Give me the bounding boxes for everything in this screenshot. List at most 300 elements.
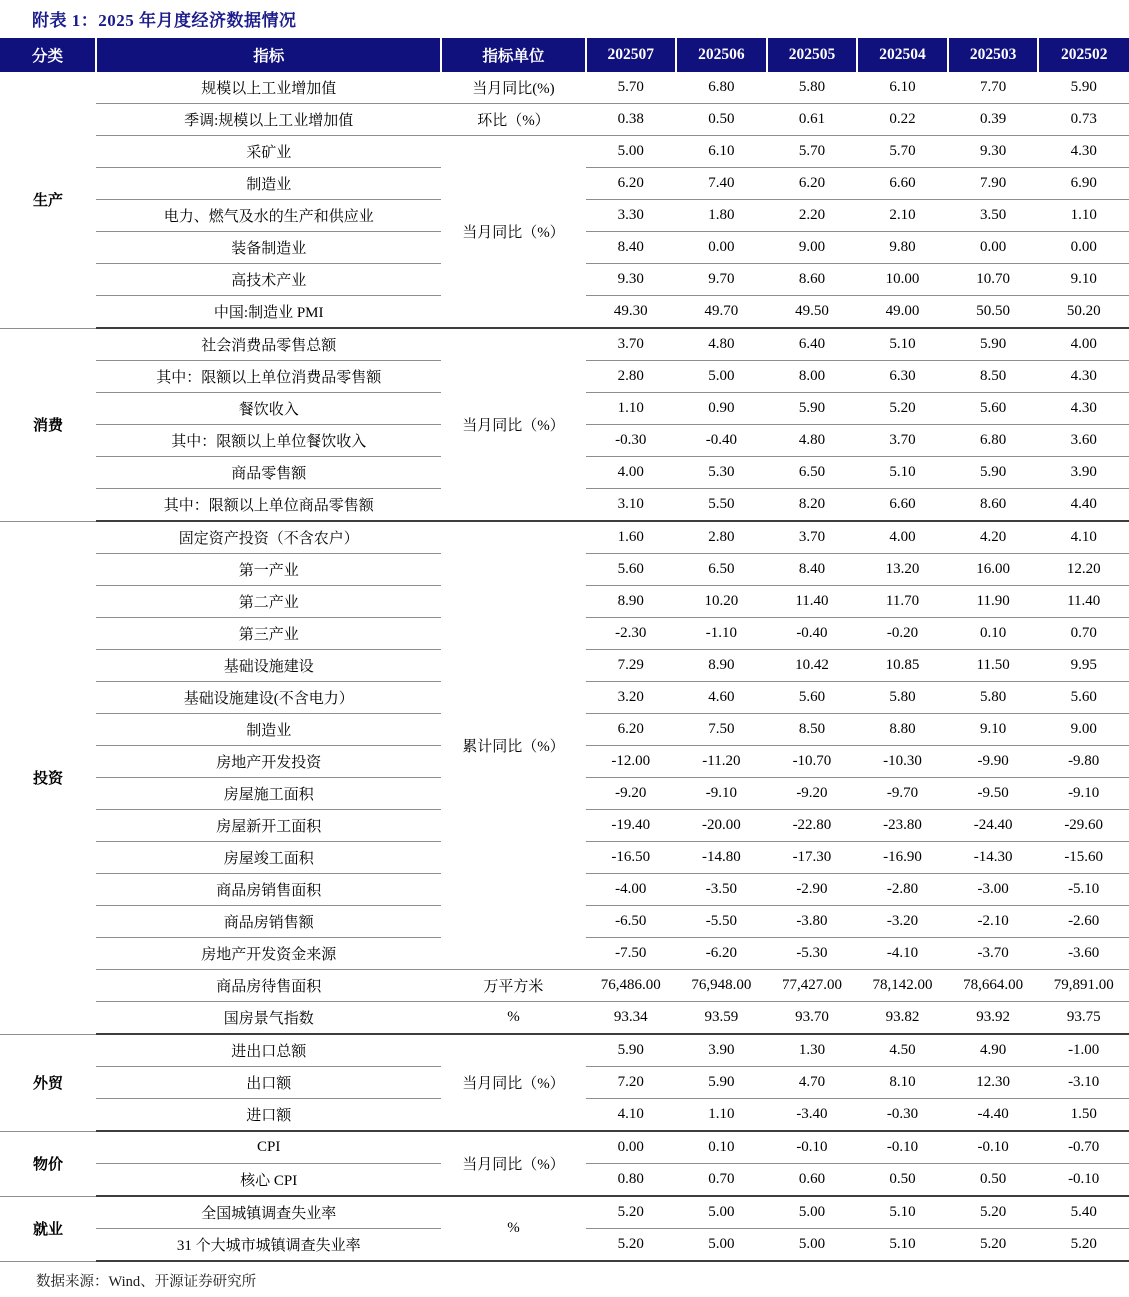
- value-cell-202502: 5.60: [1038, 682, 1129, 714]
- value-cell-202502: -5.10: [1038, 874, 1129, 906]
- unit-cell: %: [441, 1002, 585, 1035]
- indicator-cell: 房屋竣工面积: [96, 842, 441, 874]
- value-cell-202506: -3.50: [676, 874, 767, 906]
- value-cell-202503: 8.60: [948, 489, 1039, 522]
- value-cell-202504: -10.30: [857, 746, 948, 778]
- value-cell-202505: 5.00: [767, 1196, 858, 1229]
- value-cell-202506: 2.80: [676, 521, 767, 554]
- indicator-cell: 采矿业: [96, 136, 441, 168]
- value-cell-202503: 10.70: [948, 264, 1039, 296]
- value-cell-202503: 3.50: [948, 200, 1039, 232]
- value-cell-202503: 9.10: [948, 714, 1039, 746]
- value-cell-202506: -6.20: [676, 938, 767, 970]
- value-cell-202505: 6.40: [767, 328, 858, 361]
- table-header: [0, 38, 1129, 72]
- value-cell-202503: -9.90: [948, 746, 1039, 778]
- indicator-cell: 规模以上工业增加值: [96, 72, 441, 104]
- table-row: [0, 521, 1129, 554]
- unit-cell: %: [441, 1196, 585, 1261]
- unit-cell: 环比（%）: [441, 104, 585, 136]
- value-cell-202502: 5.20: [1038, 1229, 1129, 1262]
- value-cell-202506: -1.10: [676, 618, 767, 650]
- value-cell-202503: 0.50: [948, 1164, 1039, 1197]
- value-cell-202505: 8.50: [767, 714, 858, 746]
- value-cell-202505: 49.50: [767, 296, 858, 329]
- value-cell-202502: 50.20: [1038, 296, 1129, 329]
- category-cell-就业: 就业: [0, 1196, 96, 1261]
- value-cell-202506: 4.80: [676, 328, 767, 361]
- unit-cell: 当月同比（%）: [441, 1034, 585, 1131]
- indicator-cell: 房屋新开工面积: [96, 810, 441, 842]
- value-cell-202505: 0.60: [767, 1164, 858, 1197]
- value-cell-202507: 5.20: [586, 1229, 677, 1262]
- column-header-category: 分类: [0, 38, 96, 72]
- value-cell-202506: 3.90: [676, 1034, 767, 1067]
- value-cell-202503: 93.92: [948, 1002, 1039, 1035]
- column-header-indicator: 指标: [96, 38, 441, 72]
- value-cell-202507: -7.50: [586, 938, 677, 970]
- table-body: [0, 72, 1129, 1261]
- value-cell-202506: 5.00: [676, 1229, 767, 1262]
- indicator-cell: 第三产业: [96, 618, 441, 650]
- value-cell-202503: 5.90: [948, 328, 1039, 361]
- table-row: [0, 104, 1129, 136]
- indicator-cell: 第一产业: [96, 554, 441, 586]
- value-cell-202507: -2.30: [586, 618, 677, 650]
- value-cell-202505: -5.30: [767, 938, 858, 970]
- value-cell-202504: 5.10: [857, 328, 948, 361]
- value-cell-202505: 5.80: [767, 72, 858, 104]
- value-cell-202503: 5.20: [948, 1229, 1039, 1262]
- value-cell-202503: 6.80: [948, 425, 1039, 457]
- value-cell-202503: 0.10: [948, 618, 1039, 650]
- indicator-cell: 进出口总额: [96, 1034, 441, 1067]
- value-cell-202505: -0.40: [767, 618, 858, 650]
- value-cell-202506: 5.00: [676, 1196, 767, 1229]
- value-cell-202504: -23.80: [857, 810, 948, 842]
- value-cell-202506: 76,948.00: [676, 970, 767, 1002]
- value-cell-202507: -4.00: [586, 874, 677, 906]
- indicator-cell: 季调:规模以上工业增加值: [96, 104, 441, 136]
- value-cell-202503: 9.30: [948, 136, 1039, 168]
- indicator-cell: 固定资产投资（不含农户）: [96, 521, 441, 554]
- value-cell-202502: 3.90: [1038, 457, 1129, 489]
- value-cell-202507: 93.34: [586, 1002, 677, 1035]
- table-row: [0, 136, 1129, 168]
- indicator-cell: 商品房销售额: [96, 906, 441, 938]
- category-cell-外贸: 外贸: [0, 1034, 96, 1131]
- value-cell-202502: -29.60: [1038, 810, 1129, 842]
- value-cell-202503: 4.90: [948, 1034, 1039, 1067]
- value-cell-202505: 93.70: [767, 1002, 858, 1035]
- value-cell-202504: -0.10: [857, 1131, 948, 1164]
- value-cell-202506: 0.00: [676, 232, 767, 264]
- value-cell-202505: 8.00: [767, 361, 858, 393]
- value-cell-202505: -0.10: [767, 1131, 858, 1164]
- value-cell-202505: -22.80: [767, 810, 858, 842]
- value-cell-202503: 0.39: [948, 104, 1039, 136]
- value-cell-202502: 6.90: [1038, 168, 1129, 200]
- value-cell-202507: 1.60: [586, 521, 677, 554]
- value-cell-202505: 11.40: [767, 586, 858, 618]
- indicator-cell: 社会消费品零售总额: [96, 328, 441, 361]
- value-cell-202502: 4.30: [1038, 136, 1129, 168]
- value-cell-202502: 79,891.00: [1038, 970, 1129, 1002]
- value-cell-202502: -3.60: [1038, 938, 1129, 970]
- value-cell-202507: 1.10: [586, 393, 677, 425]
- value-cell-202503: 16.00: [948, 554, 1039, 586]
- value-cell-202504: -3.20: [857, 906, 948, 938]
- value-cell-202502: 1.50: [1038, 1099, 1129, 1132]
- value-cell-202507: 7.20: [586, 1067, 677, 1099]
- economic-data-table: [0, 38, 1129, 1262]
- value-cell-202502: -1.00: [1038, 1034, 1129, 1067]
- indicator-cell: 装备制造业: [96, 232, 441, 264]
- value-cell-202504: 9.80: [857, 232, 948, 264]
- value-cell-202507: -19.40: [586, 810, 677, 842]
- value-cell-202506: -0.40: [676, 425, 767, 457]
- unit-cell: 万平方米: [441, 970, 585, 1002]
- value-cell-202507: 6.20: [586, 714, 677, 746]
- value-cell-202504: -16.90: [857, 842, 948, 874]
- value-cell-202504: 10.00: [857, 264, 948, 296]
- value-cell-202507: -9.20: [586, 778, 677, 810]
- unit-cell: 累计同比（%）: [441, 521, 585, 970]
- value-cell-202505: 8.40: [767, 554, 858, 586]
- value-cell-202507: 5.60: [586, 554, 677, 586]
- value-cell-202503: 5.90: [948, 457, 1039, 489]
- value-cell-202505: 8.20: [767, 489, 858, 522]
- table-row: [0, 328, 1129, 361]
- value-cell-202503: 5.60: [948, 393, 1039, 425]
- value-cell-202506: 6.10: [676, 136, 767, 168]
- value-cell-202507: 49.30: [586, 296, 677, 329]
- value-cell-202504: -4.10: [857, 938, 948, 970]
- value-cell-202505: 5.00: [767, 1229, 858, 1262]
- value-cell-202504: 3.70: [857, 425, 948, 457]
- value-cell-202505: -9.20: [767, 778, 858, 810]
- value-cell-202502: 1.10: [1038, 200, 1129, 232]
- value-cell-202507: -6.50: [586, 906, 677, 938]
- value-cell-202506: 10.20: [676, 586, 767, 618]
- indicator-cell: 电力、燃气及水的生产和供应业: [96, 200, 441, 232]
- value-cell-202502: 5.40: [1038, 1196, 1129, 1229]
- indicator-cell: 出口额: [96, 1067, 441, 1099]
- value-cell-202502: -2.60: [1038, 906, 1129, 938]
- value-cell-202505: -17.30: [767, 842, 858, 874]
- value-cell-202503: 11.90: [948, 586, 1039, 618]
- indicator-cell: 基础设施建设(不含电力）: [96, 682, 441, 714]
- value-cell-202504: 8.80: [857, 714, 948, 746]
- value-cell-202507: 8.40: [586, 232, 677, 264]
- column-header-period-202507: 202507: [586, 38, 677, 72]
- table-row: [0, 1002, 1129, 1035]
- value-cell-202507: 2.80: [586, 361, 677, 393]
- value-cell-202505: 8.60: [767, 264, 858, 296]
- value-cell-202505: 5.60: [767, 682, 858, 714]
- value-cell-202507: -0.30: [586, 425, 677, 457]
- indicator-cell: 进口额: [96, 1099, 441, 1132]
- value-cell-202507: 5.70: [586, 72, 677, 104]
- indicator-cell: 基础设施建设: [96, 650, 441, 682]
- value-cell-202506: 5.90: [676, 1067, 767, 1099]
- value-cell-202504: -9.70: [857, 778, 948, 810]
- value-cell-202505: 4.70: [767, 1067, 858, 1099]
- value-cell-202504: 6.30: [857, 361, 948, 393]
- value-cell-202507: 3.20: [586, 682, 677, 714]
- data-source-note: 数据来源：Wind、开源证券研究所: [36, 1274, 257, 1290]
- value-cell-202503: 5.80: [948, 682, 1039, 714]
- indicator-cell: 其中：限额以上单位餐饮收入: [96, 425, 441, 457]
- unit-cell: 当月同比（%）: [441, 1131, 585, 1196]
- value-cell-202503: -3.70: [948, 938, 1039, 970]
- value-cell-202505: 6.20: [767, 168, 858, 200]
- value-cell-202506: 4.60: [676, 682, 767, 714]
- value-cell-202505: 6.50: [767, 457, 858, 489]
- value-cell-202503: -4.40: [948, 1099, 1039, 1132]
- table-row: [0, 72, 1129, 104]
- column-header-period-202506: 202506: [676, 38, 767, 72]
- value-cell-202507: 3.70: [586, 328, 677, 361]
- table-row: [0, 1034, 1129, 1067]
- column-header-period-202503: 202503: [948, 38, 1039, 72]
- category-cell-物价: 物价: [0, 1131, 96, 1196]
- value-cell-202507: 8.90: [586, 586, 677, 618]
- value-cell-202504: 6.60: [857, 168, 948, 200]
- value-cell-202506: 6.50: [676, 554, 767, 586]
- value-cell-202502: 9.10: [1038, 264, 1129, 296]
- table-row: [0, 970, 1129, 1002]
- value-cell-202503: 78,664.00: [948, 970, 1039, 1002]
- value-cell-202502: -3.10: [1038, 1067, 1129, 1099]
- value-cell-202505: 0.61: [767, 104, 858, 136]
- value-cell-202502: 0.73: [1038, 104, 1129, 136]
- value-cell-202506: 93.59: [676, 1002, 767, 1035]
- value-cell-202502: 5.90: [1038, 72, 1129, 104]
- indicator-cell: 其中：限额以上单位商品零售额: [96, 489, 441, 522]
- value-cell-202505: 3.70: [767, 521, 858, 554]
- value-cell-202503: 8.50: [948, 361, 1039, 393]
- value-cell-202507: -12.00: [586, 746, 677, 778]
- value-cell-202507: 5.90: [586, 1034, 677, 1067]
- indicator-cell: 商品零售额: [96, 457, 441, 489]
- value-cell-202502: -0.10: [1038, 1164, 1129, 1197]
- value-cell-202506: 0.10: [676, 1131, 767, 1164]
- value-cell-202502: 12.20: [1038, 554, 1129, 586]
- value-cell-202502: 4.40: [1038, 489, 1129, 522]
- value-cell-202503: 7.90: [948, 168, 1039, 200]
- indicator-cell: 餐饮收入: [96, 393, 441, 425]
- indicator-cell: 31 个大城市城镇调查失业率: [96, 1229, 441, 1262]
- value-cell-202505: -2.90: [767, 874, 858, 906]
- value-cell-202506: 5.00: [676, 361, 767, 393]
- indicator-cell: CPI: [96, 1131, 441, 1164]
- value-cell-202507: 6.20: [586, 168, 677, 200]
- value-cell-202506: 49.70: [676, 296, 767, 329]
- value-cell-202503: -2.10: [948, 906, 1039, 938]
- value-cell-202504: 5.10: [857, 457, 948, 489]
- value-cell-202502: -9.10: [1038, 778, 1129, 810]
- value-cell-202505: 1.30: [767, 1034, 858, 1067]
- value-cell-202506: -11.20: [676, 746, 767, 778]
- value-cell-202504: 4.00: [857, 521, 948, 554]
- value-cell-202507: 7.29: [586, 650, 677, 682]
- value-cell-202506: -5.50: [676, 906, 767, 938]
- value-cell-202504: 5.10: [857, 1229, 948, 1262]
- value-cell-202507: 4.00: [586, 457, 677, 489]
- value-cell-202504: 0.50: [857, 1164, 948, 1197]
- value-cell-202505: 2.20: [767, 200, 858, 232]
- indicator-cell: 制造业: [96, 714, 441, 746]
- value-cell-202504: -0.20: [857, 618, 948, 650]
- value-cell-202504: -0.30: [857, 1099, 948, 1132]
- value-cell-202507: 76,486.00: [586, 970, 677, 1002]
- value-cell-202502: 4.10: [1038, 521, 1129, 554]
- value-cell-202504: 6.10: [857, 72, 948, 104]
- value-cell-202507: -16.50: [586, 842, 677, 874]
- indicator-cell: 商品房待售面积: [96, 970, 441, 1002]
- value-cell-202503: -14.30: [948, 842, 1039, 874]
- value-cell-202502: 4.30: [1038, 393, 1129, 425]
- table-header-row: [0, 38, 1129, 72]
- value-cell-202505: 9.00: [767, 232, 858, 264]
- value-cell-202505: -10.70: [767, 746, 858, 778]
- value-cell-202502: 4.00: [1038, 328, 1129, 361]
- value-cell-202505: 5.90: [767, 393, 858, 425]
- value-cell-202502: 9.95: [1038, 650, 1129, 682]
- indicator-cell: 核心 CPI: [96, 1164, 441, 1197]
- value-cell-202502: 3.60: [1038, 425, 1129, 457]
- value-cell-202504: 11.70: [857, 586, 948, 618]
- value-cell-202503: -0.10: [948, 1131, 1039, 1164]
- value-cell-202504: 0.22: [857, 104, 948, 136]
- value-cell-202507: 3.30: [586, 200, 677, 232]
- value-cell-202504: 49.00: [857, 296, 948, 329]
- value-cell-202506: 7.50: [676, 714, 767, 746]
- category-cell-投资: 投资: [0, 521, 96, 1034]
- value-cell-202502: 4.30: [1038, 361, 1129, 393]
- value-cell-202507: 0.38: [586, 104, 677, 136]
- value-cell-202502: -15.60: [1038, 842, 1129, 874]
- column-header-period-202504: 202504: [857, 38, 948, 72]
- table-row: [0, 1196, 1129, 1229]
- value-cell-202503: 11.50: [948, 650, 1039, 682]
- column-header-period-202505: 202505: [767, 38, 858, 72]
- value-cell-202502: 0.00: [1038, 232, 1129, 264]
- indicator-cell: 制造业: [96, 168, 441, 200]
- unit-cell: 当月同比（%）: [441, 136, 585, 329]
- value-cell-202507: 0.80: [586, 1164, 677, 1197]
- value-cell-202506: -14.80: [676, 842, 767, 874]
- indicator-cell: 房地产开发资金来源: [96, 938, 441, 970]
- unit-cell: 当月同比(%): [441, 72, 585, 104]
- value-cell-202503: 4.20: [948, 521, 1039, 554]
- value-cell-202504: 10.85: [857, 650, 948, 682]
- column-header-period-202502: 202502: [1038, 38, 1129, 72]
- category-cell-生产: 生产: [0, 72, 96, 328]
- value-cell-202506: 8.90: [676, 650, 767, 682]
- page-title: 附表 1：2025 年月度经济数据情况: [32, 11, 297, 30]
- indicator-cell: 全国城镇调查失业率: [96, 1196, 441, 1229]
- value-cell-202502: 93.75: [1038, 1002, 1129, 1035]
- value-cell-202502: -0.70: [1038, 1131, 1129, 1164]
- value-cell-202503: -3.00: [948, 874, 1039, 906]
- indicator-cell: 其中：限额以上单位消费品零售额: [96, 361, 441, 393]
- value-cell-202506: -20.00: [676, 810, 767, 842]
- value-cell-202505: 5.70: [767, 136, 858, 168]
- indicator-cell: 中国:制造业 PMI: [96, 296, 441, 329]
- value-cell-202502: 0.70: [1038, 618, 1129, 650]
- indicator-cell: 商品房销售面积: [96, 874, 441, 906]
- table-row: [0, 1131, 1129, 1164]
- value-cell-202503: -24.40: [948, 810, 1039, 842]
- value-cell-202507: 9.30: [586, 264, 677, 296]
- value-cell-202504: 2.10: [857, 200, 948, 232]
- value-cell-202505: -3.40: [767, 1099, 858, 1132]
- value-cell-202506: 6.80: [676, 72, 767, 104]
- value-cell-202503: 0.00: [948, 232, 1039, 264]
- indicator-cell: 第二产业: [96, 586, 441, 618]
- value-cell-202503: 7.70: [948, 72, 1039, 104]
- value-cell-202506: 5.30: [676, 457, 767, 489]
- value-cell-202506: 0.90: [676, 393, 767, 425]
- value-cell-202504: 5.20: [857, 393, 948, 425]
- value-cell-202506: 1.10: [676, 1099, 767, 1132]
- value-cell-202504: 5.10: [857, 1196, 948, 1229]
- column-header-unit: 指标单位: [441, 38, 585, 72]
- value-cell-202503: 50.50: [948, 296, 1039, 329]
- value-cell-202504: 4.50: [857, 1034, 948, 1067]
- value-cell-202504: 93.82: [857, 1002, 948, 1035]
- value-cell-202504: 8.10: [857, 1067, 948, 1099]
- value-cell-202504: 5.80: [857, 682, 948, 714]
- value-cell-202506: 9.70: [676, 264, 767, 296]
- indicator-cell: 房屋施工面积: [96, 778, 441, 810]
- value-cell-202505: 10.42: [767, 650, 858, 682]
- indicator-cell: 高技术产业: [96, 264, 441, 296]
- value-cell-202505: -3.80: [767, 906, 858, 938]
- value-cell-202506: -9.10: [676, 778, 767, 810]
- value-cell-202507: 4.10: [586, 1099, 677, 1132]
- value-cell-202507: 5.00: [586, 136, 677, 168]
- value-cell-202506: 5.50: [676, 489, 767, 522]
- indicator-cell: 房地产开发投资: [96, 746, 441, 778]
- value-cell-202504: 78,142.00: [857, 970, 948, 1002]
- value-cell-202503: 12.30: [948, 1067, 1039, 1099]
- value-cell-202506: 0.50: [676, 104, 767, 136]
- value-cell-202503: -9.50: [948, 778, 1039, 810]
- value-cell-202506: 7.40: [676, 168, 767, 200]
- value-cell-202507: 5.20: [586, 1196, 677, 1229]
- value-cell-202503: 5.20: [948, 1196, 1039, 1229]
- value-cell-202504: 5.70: [857, 136, 948, 168]
- value-cell-202502: -9.80: [1038, 746, 1129, 778]
- value-cell-202504: -2.80: [857, 874, 948, 906]
- indicator-cell: 国房景气指数: [96, 1002, 441, 1035]
- value-cell-202504: 6.60: [857, 489, 948, 522]
- value-cell-202507: 3.10: [586, 489, 677, 522]
- value-cell-202505: 77,427.00: [767, 970, 858, 1002]
- value-cell-202504: 13.20: [857, 554, 948, 586]
- unit-cell: 当月同比（%）: [441, 328, 585, 521]
- value-cell-202502: 11.40: [1038, 586, 1129, 618]
- value-cell-202502: 9.00: [1038, 714, 1129, 746]
- value-cell-202506: 1.80: [676, 200, 767, 232]
- value-cell-202506: 0.70: [676, 1164, 767, 1197]
- value-cell-202505: 4.80: [767, 425, 858, 457]
- category-cell-消费: 消费: [0, 328, 96, 521]
- value-cell-202507: 0.00: [586, 1131, 677, 1164]
